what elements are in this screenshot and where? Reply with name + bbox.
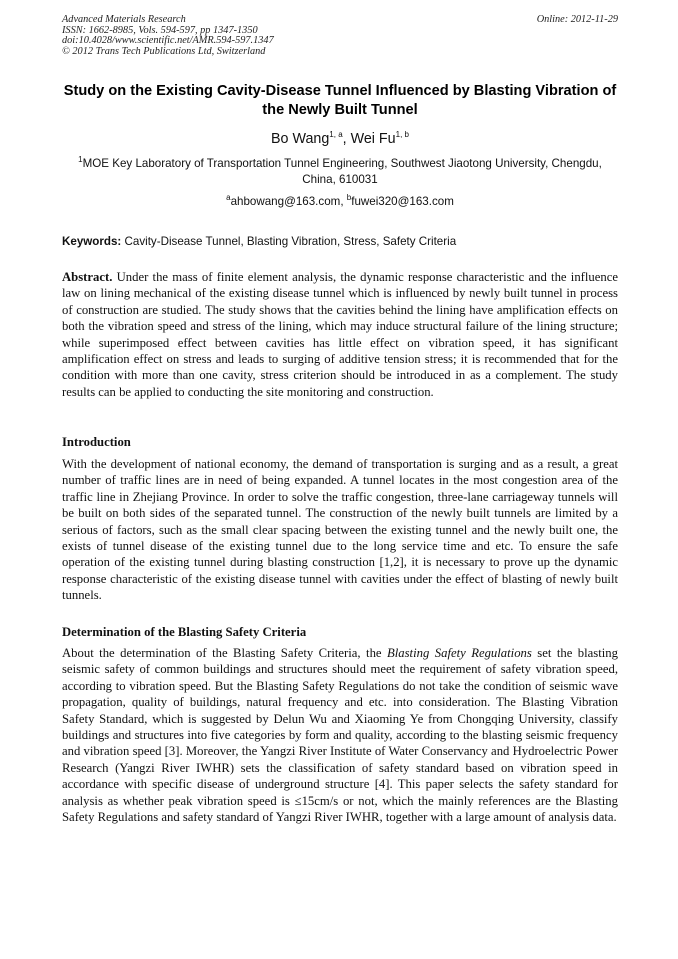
introduction-heading: Introduction: [62, 435, 131, 449]
email-line: [62, 194, 618, 209]
affiliation: [62, 156, 618, 187]
keywords-label: Keywords:: [62, 235, 122, 248]
affiliation-mark: 1: [78, 155, 83, 165]
email-address[interactable]: fuwei320@163.com: [351, 195, 454, 208]
regulation-name: Blasting Safety Regulations: [387, 646, 532, 660]
journal-header: [62, 15, 618, 57]
copyright-line: © 2012 Trans Tech Publications Ltd, Switzerland: [62, 45, 266, 57]
introduction-paragraph: With the development of national economy, the demand of transportation is surging and as a result, a great number of traffic lines are in need of being expanded. A tunnel locates in the most congestion area of the traffic line in Zhejiang Province. In order to solve the traffic congestion, three-lane carriageway tunnels will be built on both sides of the separated tunnel. The construction of the newly built tunnels are limited by a serious of factors, such as the small clear spacing between the existing tunnel and the newly built one, the exists of tunnel disease of the existing tunnel due to the long service time and etc. To ensure the safe operation of the existing tunnel during blasting construction [1,2], it is necessary to prove up the dynamic response characteristic of the existing disease tunnel with cavities under the effect of blasting of newly built tunnels.: [62, 457, 618, 603]
affiliation-text: MOE Key Laboratory of Transportation Tunnel Engineering, Southwest Jiaotong University, Chengdu, China, 610031: [82, 157, 602, 186]
determination-paragraph: [62, 645, 618, 825]
email-mark: b: [346, 193, 352, 203]
determination-text: About the determination of the Blasting Safety Criteria, the: [62, 646, 387, 660]
paper-title: Study on the Existing Cavity-Disease Tunnel Influenced by Blasting Vibration of the Newly Built Tunnel: [63, 83, 617, 118]
online-date: Online: 2012-11-29: [536, 14, 618, 25]
author-affiliation-mark: 1, b: [395, 130, 409, 140]
keywords-text: Cavity-Disease Tunnel, Blasting Vibration, Stress, Safety Criteria: [121, 235, 457, 248]
abstract-text: Under the mass of finite element analysis, the dynamic response characteristic and the influence law on lining mechanical of the existing disease tunnel which is influenced by newly built tunnel in process of construction are studied. The study shows that the cavities behind the lining have amplification effects on both the vibration speed and stress of the lining, which may induce structural failure of the lining structure; while superimposed effect between cavities has little effect on vibration speed, it has significant amplification effect on stress and leads to surging of additive tension stress; it is recommended that for the condition with more than one cavity, stress criterion should be introduced in as a complement. The study results can be applied to conducting the site monitoring and construction.: [62, 270, 618, 399]
author-line: [62, 130, 618, 148]
keywords: [62, 234, 618, 249]
email-address[interactable]: ahbowang@163.com: [230, 195, 341, 208]
author-name: Wei Fu: [350, 131, 396, 147]
author-affiliation-mark: 1, a: [329, 130, 343, 140]
author-name: Bo Wang: [271, 131, 330, 147]
abstract-label: Abstract.: [62, 270, 113, 284]
doi-line: doi:10.4028/www.scientific.net/AMR.594-597.1347: [62, 35, 274, 47]
author-separator: ,: [342, 131, 351, 147]
email-mark: a: [226, 193, 231, 203]
abstract: [62, 269, 618, 400]
determination-heading: Determination of the Blasting Safety Criteria: [62, 625, 307, 639]
email-separator: ,: [340, 195, 347, 208]
journal-name: Advanced Materials Research: [62, 14, 186, 25]
determination-text: set the blasting seismic safety of common buildings and structures should meet the requirement of safety vibration speed, according to vibration speed. But the Blasting Safety Regulations do not take the condition of seismic wave propagation, quality of buildings, natural frequency and etc. into consideration. The Blasting Vibration Safety Standard, which is suggested by Delun Wu and Xiaoming Ye from Chongqing University, classify buildings and structures into five categories by form and quality, according to the blasting seismic frequency and vibration speed [3]. Moreover, the Yangzi River Institute of Water Conservancy and Hydroelectric Power Research (Yangzi River IWHR) sets the classification of safety standard based on vibration speed in accordance with specific disease of underground structure [4]. This paper selects the safety standard for analysis as whether peak vibration speed is ≤15cm/s or not, which the mainly references are the Blasting Safety Regulations and safety standard of Yangzi River IWHR, together with a large amount of analysis data.: [62, 646, 618, 825]
issn-line: ISSN: 1662-8985, Vols. 594-597, pp 1347-1350: [62, 24, 258, 36]
